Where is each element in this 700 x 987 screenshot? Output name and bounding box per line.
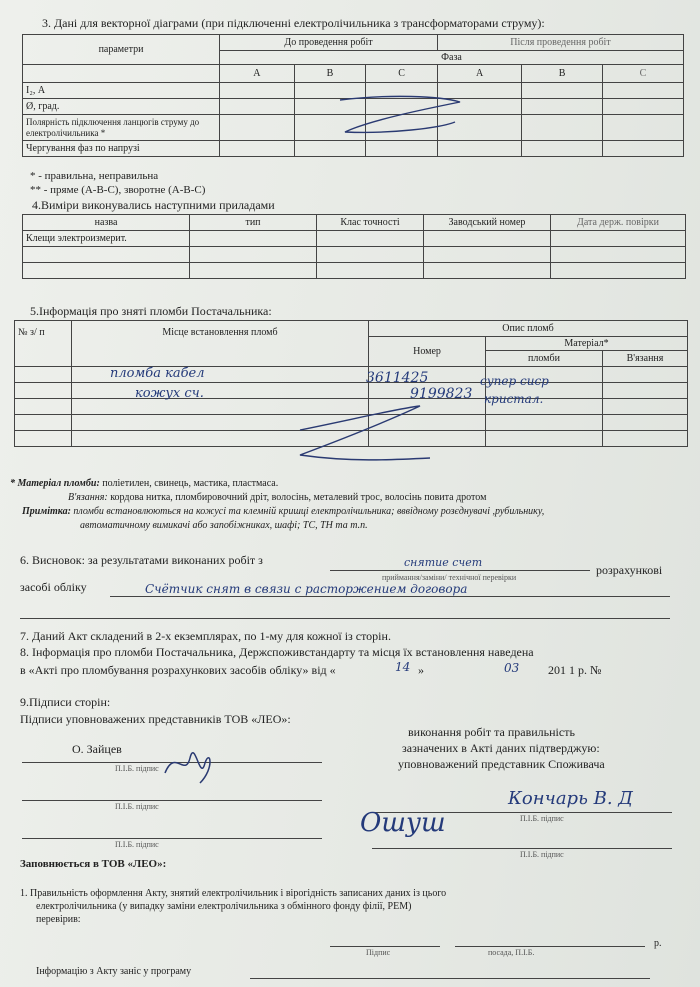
h-type: тип — [190, 215, 317, 231]
leo-title: Заповнюється в ТОВ «ЛЕО»: — [20, 858, 167, 870]
h-class: Клас точності — [317, 215, 424, 231]
row-phase-order: Чергування фаз по напрузі — [23, 141, 220, 157]
instruments-table — [22, 214, 686, 279]
consumer-signature: Ошуш — [360, 808, 446, 838]
row-polarity: Полярність підключення ланцюгів струму до електролічильника * — [23, 115, 220, 141]
section5-title: 5.Інформація про зняті пломби Постачальника: — [30, 304, 272, 318]
h-name: назва — [23, 215, 190, 231]
pib-label: посада, П.І.Б. — [488, 948, 535, 957]
row-current: I₂, А — [23, 83, 220, 99]
instrument-name: Клещи электроизмерит. — [23, 231, 190, 247]
col-after: Після проведення робіт — [438, 35, 684, 51]
note-polarity: * - правильна, неправильна — [30, 170, 159, 182]
leo-item-1c: перевірив: — [36, 914, 81, 925]
pib-caption-5: П.І.Б. підпис — [520, 850, 564, 859]
leo-info: Інформацію з Акту заніс у програму — [36, 966, 192, 977]
hand-place-1: пломба кабел — [110, 366, 205, 381]
h-number: Номер — [369, 337, 486, 367]
section6-hint: приймання/заміни/ технічної перевірки — [382, 573, 517, 582]
h-material: Матеріал* — [486, 337, 688, 351]
col-phase: Фаза — [220, 51, 684, 65]
section3-title: 3. Дані для векторної діаграми (при підключенні електролічильника з трансформаторами струму): — [42, 16, 545, 30]
strike-mark-1 — [330, 92, 470, 142]
col-params: параметри — [23, 35, 220, 65]
section8-day: 14 — [395, 660, 411, 674]
phase-b-before: B — [294, 65, 366, 83]
section6-suffix: розрахункові — [596, 563, 663, 577]
confirm-line-2: зазначених в Акті даних підтверджую: — [402, 741, 600, 755]
section8-year: 201 1 р. № — [548, 663, 602, 677]
h-place: Місце встановлення пломб — [72, 321, 369, 367]
section9-title: 9.Підписи сторін: — [20, 695, 111, 709]
leo-item-1b: електролічильника (у випадку заміни електролічильника з обмінного фонду філії, РЕМ) — [36, 901, 412, 912]
section8-month: 03 — [504, 661, 520, 675]
section6-hand-2: Счётчик снят в связи с расторжением договора — [145, 582, 468, 596]
confirm-line-3: уповноважений представник Споживача — [398, 757, 605, 771]
hand-number-2: 9199823 — [410, 386, 473, 402]
section8-line1: 8. Інформація про пломби Постачальника, Держспоживстандарту та місця їх встановлення наведена — [20, 645, 534, 659]
phase-c-before: C — [366, 65, 438, 83]
material-note: * Матеріал пломби: поліетилен, свинець, мастика, пластмаса. — [10, 478, 279, 489]
rep-name-1: О. Зайцев — [72, 742, 122, 756]
section6-hand-1: снятие счет — [404, 556, 483, 569]
phase-c-after: C — [603, 65, 684, 83]
col-before: До проведення робіт — [220, 35, 438, 51]
h-desc: Опис пломб — [369, 321, 688, 337]
section7: 7. Даний Акт складений в 2-х екземплярах, по 1-му для кожної із сторін. — [20, 629, 391, 643]
strike-mark-2 — [280, 400, 440, 470]
hand-number-1: 3611425 — [366, 370, 429, 386]
sign-label: Підпис — [366, 948, 391, 957]
note-order: ** - пряме (А-В-С), зворотне (А-В-С) — [30, 184, 206, 196]
section6-title: 6. Висновок: за результатами виконаних робіт з — [20, 553, 263, 567]
h-date: Дата держ. повірки — [551, 215, 686, 231]
year-suffix: р. — [654, 938, 662, 949]
h-no: № з/ п — [15, 321, 72, 367]
document-page: 3. Дані для векторної діаграми (при підключенні електролічильника з трансформаторами струму): параметри До проведення робіт Після проведення робіт Фаза A B C A B C I₂, А Ø, град. Полярність підключення ланцюгів струму до електролічильника * Чергування фаз по напрузі * - правильна, неправильна ** - пряме (А-В-С), зворотне (А-В-С) 4.Виміри виконувались наступними приладами назва тип Клас точності Заводський номер Дата держ. повірки Клещи электроизмерит. 5.Інформація про зняті пломби Постачальника: № з/ п Місце встановлення пломб Опис пломб Номер Матеріал* пломби В'язання пломба кабел кожух сч. 3611425 9199823 супер сиср кристал. * Матеріал пломби: поліетилен, свинець, мастика, пластмаса. В'язання: кордова нитка, пломбировочний дріт, волосінь, металевий трос, волосінь повита дротом Примітка: пломби встановлюються на кожусі та клемній кришці електролічильника; вввідному розєднувачі ,рубильнику, автоматичному вимикачі або запобіжниках, шафі; ТС, ТН та т.п. 6. Висновок: за результатами виконаних робіт з снятие счет приймання/заміни/ технічної перевірки розрахункові засобі обліку Счётчик снят в связи с расторжением договора 7. Даний Акт складений в 2-х екземплярах, по 1-му для кожної із сторін. 8. Інформація про пломби Постачальника, Держспоживстандарту та місця їх встановлення наведена в «Акті про пломбування розрахункових засобів обліку» від « 14 » 03 201 1 р. № 9.Підписи сторін: Підписи уповноважених представників ТОВ «ЛЕО»: О. Зайцев П.І.Б. підпис П.І.Б. підпис П.І.Б. підпис виконання робіт та правильність зазначених в Акті даних підтверджую: уповноважений представник Споживача Кончарь В. Д П.І.Б. підпис Ошуш П.І.Б. підпис Заповнюється в ТОВ «ЛЕО»: 1. Правильність оформлення Акту, знятий електролічильник і вірогідність записаних даних із цього електролічильника (у випадку заміни електролічильника з обмінного фонду філії, РЕМ) перевірив: Підпис посада, П.І.Б. р. Інформацію з Акту заніс у програму — [0, 0, 700, 987]
section6-line2: засобі обліку — [20, 580, 87, 594]
consumer-name: Кончарь В. Д — [508, 788, 633, 809]
hand-place-2: кожух сч. — [135, 386, 204, 401]
section4-title: 4.Виміри виконувались наступними приладами — [32, 198, 275, 212]
section8-line2: в «Акті про пломбування розрахункових засобів обліку» від « — [20, 663, 336, 677]
h-serial: Заводський номер — [424, 215, 551, 231]
row-angle: Ø, град. — [23, 99, 220, 115]
pib-caption-2: П.І.Б. підпис — [115, 802, 159, 811]
binding-note: В'язання: кордова нитка, пломбировочний дріт, волосінь, металевий трос, волосінь повита дротом — [68, 492, 487, 503]
confirm-line-1: виконання робіт та правильність — [408, 725, 575, 739]
h-binding: В'язання — [603, 351, 688, 367]
hand-material-1: супер сиср — [480, 374, 549, 388]
h-seals: пломби — [486, 351, 603, 367]
phase-a-after: A — [438, 65, 522, 83]
phase-a-before: A — [220, 65, 295, 83]
remark-note-2: автоматичному вимикачі або запобіжниках, шафі; ТС, ТН та т.п. — [80, 520, 368, 531]
pib-caption-1: П.І.Б. підпис — [115, 764, 159, 773]
leo-item-1a: 1. Правильність оформлення Акту, знятий електролічильник і вірогідність записаних даних із цього — [20, 888, 447, 899]
phase-b-after: B — [522, 65, 603, 83]
remark-note: Примітка: пломби встановлюються на кожусі та клемній кришці електролічильника; вввідному розєднувачі ,рубильнику, — [22, 506, 545, 517]
hand-material-2: кристал. — [484, 392, 544, 406]
section9-subtitle: Підписи уповноважених представників ТОВ «ЛЕО»: — [20, 712, 291, 726]
signature-zaitsev — [160, 738, 220, 788]
pib-caption-3: П.І.Б. підпис — [115, 840, 159, 849]
pib-caption-4: П.І.Б. підпис — [520, 814, 564, 823]
